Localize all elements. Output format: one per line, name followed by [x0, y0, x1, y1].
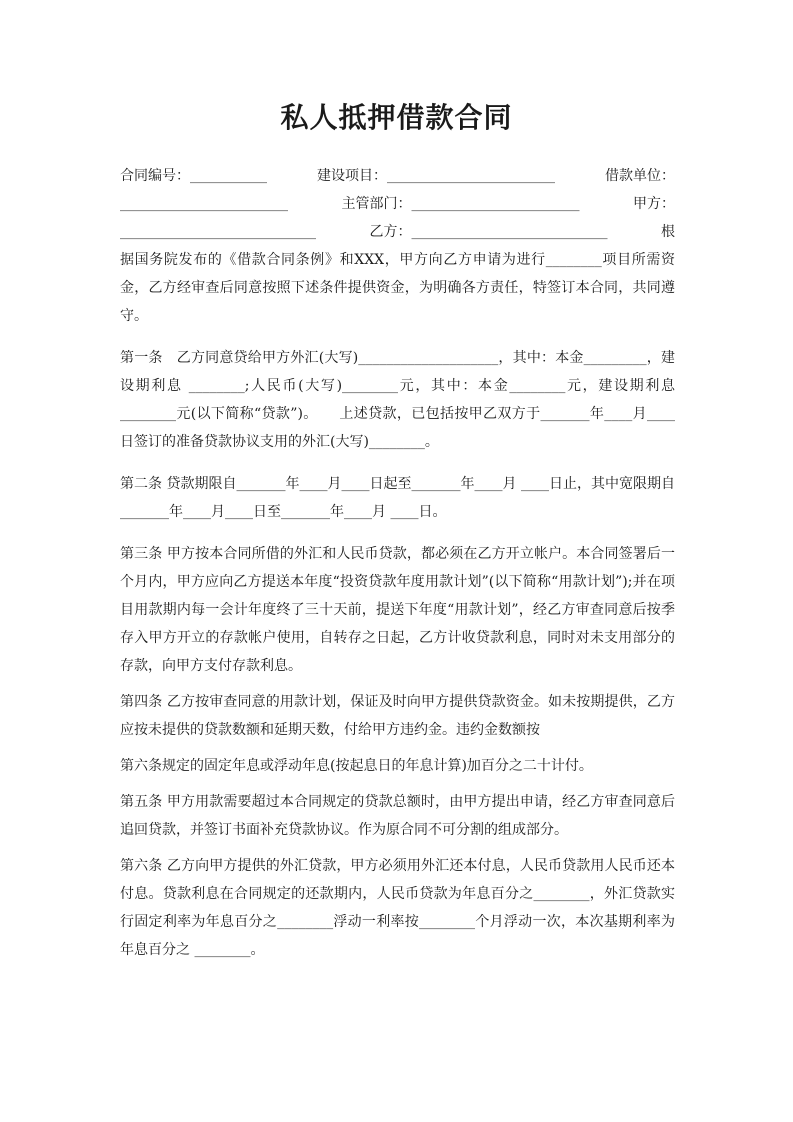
- preamble-start: 根: [661, 224, 675, 240]
- article-6: 第六条 乙方向甲方提供的外汇贷款，甲方必须用外汇还本付息，人民币贷款用人民币还本付息。贷款利息在合同规定的还款期内，人民币贷款为年息百分之________，外汇贷款实行固定利率为年息百分之________浮动一利率按________个月浮动一次，本次基期利率为年息百分之 ________。: [120, 858, 675, 958]
- article-5: 第五条 甲方用款需要超过本合同规定的贷款总额时，由甲方提出申请，经乙方审查同意后追回贷款，并签订书面补充贷款协议。作为原合同不可分割的组成部分。: [120, 794, 675, 838]
- party-b-field: 乙方：____________________________: [369, 224, 608, 240]
- document-body: [120, 162, 675, 964]
- header-row-2: [120, 190, 675, 218]
- article-4-continuation: 第六条规定的固定年息或浮动年息(按起息日的年息计算)加百分之二十计付。: [120, 758, 593, 774]
- header-row-3: [120, 218, 675, 246]
- article-1: 第一条 乙方同意贷给甲方外汇(大写)____________________，其中：本金_________，建设期利息 ________;人民币(大写)________元，其中：本金________元，建设期利息________元(以下简称“贷款”)。 上述贷款，已包括按甲乙双方于_______年____月____日签订的准备贷款协议支用的外汇(大写)________。: [120, 350, 675, 450]
- article-3: 第三条 甲方按本合同所借的外汇和人民币贷款，都必须在乙方开立帐户。本合同签署后一个月内，甲方应向乙方提送本年度“投资贷款年度用款计划”(以下简称“用款计划”);并在项目用款期内每一会计年度终了三十天前，提送下年度“用款计划”，经乙方审查同意后按季存入甲方开立的存款帐户使用，自转存之日起，乙方计收贷款利息，同时对未支用部分的存款，向甲方支付存款利息。: [120, 546, 675, 674]
- borrower-unit-label: 借款单位：: [605, 168, 675, 184]
- party-a-blank: ____________________________: [120, 224, 316, 240]
- borrower-unit-blank: ________________________: [120, 196, 288, 212]
- preamble-paragraph: 据国务院发布的《借款合同条例》和XXX，甲方向乙方申请为进行________项目所需资金，乙方经审查后同意按照下述条件提供资金，为明确各方责任，特签订本合同，共同遵守。: [120, 252, 675, 324]
- article-4: 第四条 乙方按审查同意的用款计划，保证及时向甲方提供贷款资金。如未按期提供，乙方应按未提供的贷款数额和延期天数，付给甲方违约金。违约金数额按: [120, 694, 675, 738]
- project-field: 建设项目：________________________: [317, 168, 555, 184]
- party-a-label: 甲方：: [633, 196, 675, 212]
- article-2: 第二条 贷款期限自_______年____月____日起至_______年____月 ____日止，其中宽限期自_______年____月____日至_______年____月 ____日。: [120, 476, 675, 520]
- header-row-1: [120, 162, 675, 190]
- contract-number-field: 合同编号：___________: [120, 168, 267, 184]
- supervising-dept-field: 主管部门：________________________: [341, 196, 580, 212]
- document-title: 私人抵押借款合同: [280, 101, 513, 134]
